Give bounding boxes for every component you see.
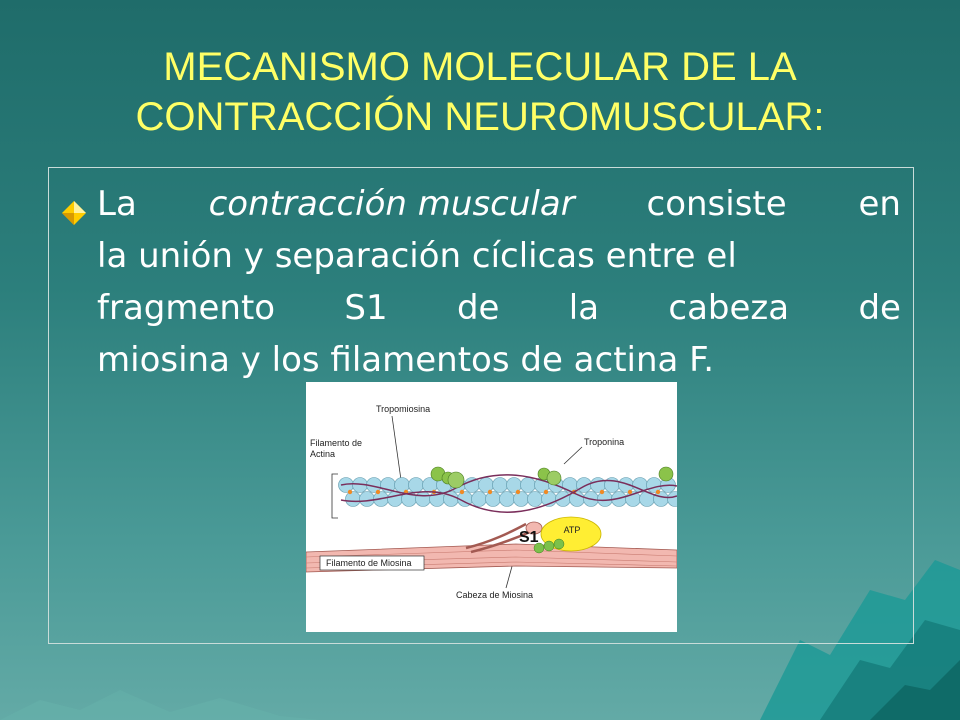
binding-site bbox=[488, 490, 492, 494]
label-tropomiosina: Tropomiosina bbox=[376, 404, 431, 414]
bullet-line-3 bbox=[97, 282, 901, 334]
title-line-2: CONTRACCIÓN NEUROMUSCULAR: bbox=[135, 95, 825, 139]
actin-filament bbox=[339, 478, 678, 507]
binding-site bbox=[544, 490, 548, 494]
label-filamento-miosina: Filamento de Miosina bbox=[326, 558, 412, 568]
label-s1: S1 bbox=[519, 529, 539, 546]
actin-monomer bbox=[388, 492, 403, 507]
actin-monomer bbox=[486, 492, 501, 507]
bullet-line-1 bbox=[97, 178, 901, 230]
actin-monomer bbox=[346, 492, 361, 507]
label-filamento-actina-2: Actina bbox=[310, 449, 336, 459]
word: la bbox=[568, 288, 600, 328]
actin-monomer bbox=[416, 492, 431, 507]
binding-site bbox=[656, 490, 660, 494]
binding-site bbox=[628, 490, 632, 494]
word: consiste bbox=[646, 184, 787, 224]
bullet-line-2: la unión y separación cíclicas entre el bbox=[97, 236, 737, 276]
actin-monomer bbox=[521, 478, 536, 493]
word: La bbox=[97, 184, 137, 224]
actin-monomer bbox=[577, 478, 592, 493]
actin-monomer bbox=[472, 492, 487, 507]
actin-monomer bbox=[556, 492, 571, 507]
binding-site bbox=[348, 490, 352, 494]
atp-label: ATP bbox=[563, 525, 581, 535]
word: fragmento bbox=[97, 288, 276, 328]
bullet-text bbox=[97, 178, 901, 386]
emphasized-term: contracción muscular bbox=[208, 184, 575, 224]
label-troponina: Troponina bbox=[584, 437, 625, 447]
actin-monomer bbox=[654, 492, 669, 507]
binding-site bbox=[516, 490, 520, 494]
actin-monomer bbox=[500, 492, 515, 507]
binding-site bbox=[376, 490, 380, 494]
word: cabeza bbox=[668, 288, 790, 328]
actin-monomer bbox=[360, 492, 375, 507]
actin-monomer bbox=[409, 478, 424, 493]
actin-monomer bbox=[668, 492, 678, 507]
word: S1 bbox=[344, 288, 388, 328]
actin-monomer bbox=[493, 478, 508, 493]
word: de bbox=[456, 288, 500, 328]
actin-monomer bbox=[598, 492, 613, 507]
binding-site bbox=[600, 490, 604, 494]
binding-site bbox=[460, 490, 464, 494]
bullet-line-4: miosina y los filamentos de actina F. bbox=[97, 340, 715, 380]
actin-monomer bbox=[514, 492, 529, 507]
label-cabeza-miosina: Cabeza de Miosina bbox=[456, 590, 534, 600]
title-line-1: MECANISMO MOLECULAR DE LA bbox=[163, 45, 797, 89]
word: de bbox=[858, 288, 901, 328]
actin-monomer bbox=[528, 492, 543, 507]
label-filamento-actina-1: Filamento de bbox=[310, 438, 363, 448]
word: en bbox=[858, 184, 901, 224]
slide-title bbox=[0, 42, 960, 142]
diamond-bullet-icon bbox=[61, 200, 87, 226]
actin-myosin-diagram bbox=[306, 382, 677, 632]
